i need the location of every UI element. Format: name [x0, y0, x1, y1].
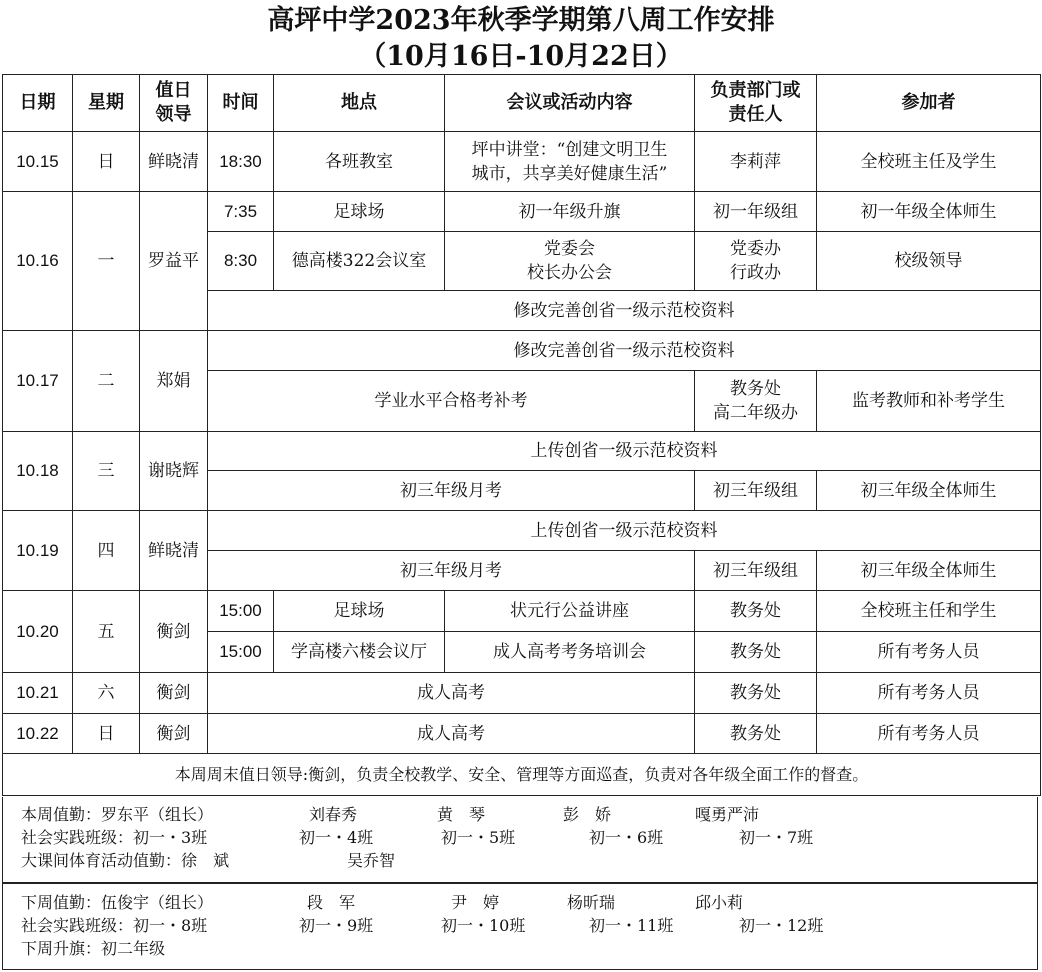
content-cell: [445, 232, 695, 291]
header-date: 日期: [3, 75, 73, 132]
dept-cell: [695, 232, 817, 291]
content-cell: 学业水平合格考补考: [208, 371, 695, 432]
header-weekday: 星期: [73, 75, 140, 132]
this-week-practice-row: [3, 826, 1037, 849]
dept-cell: 初一年级组: [695, 192, 817, 232]
date-cell: 10.21: [3, 673, 73, 714]
next-week-flag-label: 下周升旗：初二年级: [21, 939, 166, 958]
time-cell: 15:00: [208, 591, 274, 632]
content-cell: [445, 132, 695, 192]
participants-cell: 初三年级全体师生: [817, 551, 1041, 591]
weekend-note-row: [3, 754, 1041, 796]
content-cell: 状元行公益讲座: [445, 591, 695, 632]
table-header-row: [3, 75, 1041, 132]
header-dept-line2: 责任人: [728, 104, 783, 125]
leader-cell: 郑娟: [140, 331, 208, 432]
leader-cell: 罗益平: [140, 192, 208, 331]
weekend-note: 本周周末值日领导:衡剑，负责全校教学、安全、管理等方面巡查，负责对各年级全面工作的督查。: [3, 754, 1041, 796]
date-cell: 10.15: [3, 132, 73, 192]
next-week-practice-class: 初一・11班: [589, 916, 674, 935]
content-line2: 校长办公会: [527, 263, 612, 283]
this-week-practice-class: 初一・7班: [739, 828, 814, 847]
content-line2: 城市，共享美好健康生活”: [471, 163, 668, 184]
next-week-practice-class: 初一・12班: [739, 916, 824, 935]
table-row: [3, 511, 1041, 551]
dept-cell: [695, 371, 817, 432]
date-cell: 10.16: [3, 192, 73, 331]
dept-cell: 教务处: [695, 714, 817, 754]
leader-cell: 衡剑: [140, 591, 208, 673]
dept-cell: 初三年级组: [695, 471, 817, 511]
next-week-flag-row: [3, 937, 1037, 960]
this-week-section: [2, 797, 1038, 883]
header-time: 时间: [208, 75, 274, 132]
leader-cell: 衡剑: [140, 673, 208, 714]
this-week-duty-label: 本周值勤：罗东平（组长）: [21, 805, 214, 824]
this-week-duty-member: 刘春秀: [309, 805, 358, 824]
page-title: 高坪中学2023年秋季学期第八周工作安排: [267, 5, 775, 36]
participants-cell: 所有考务人员: [817, 673, 1041, 714]
this-week-practice-label: 社会实践班级：初一・3班: [21, 828, 208, 847]
next-week-duty-member: 杨昕瑞: [567, 893, 616, 912]
dept-cell: 教务处: [695, 632, 817, 673]
participants-cell: 全校班主任及学生: [817, 132, 1041, 192]
next-week-practice-label: 社会实践班级：初一・8班: [21, 916, 208, 935]
time-cell: 15:00: [208, 632, 274, 673]
place-cell: 足球场: [274, 591, 445, 632]
table-row: [3, 192, 1041, 232]
note-cell: 上传创省一级示范校资料: [208, 511, 1041, 551]
next-week-duty-member: 段 军: [307, 893, 356, 912]
dept-cell: 初三年级组: [695, 551, 817, 591]
participants-cell: 所有考务人员: [817, 632, 1041, 673]
header-content: 会议或活动内容: [445, 75, 695, 132]
dept-line1: 教务处: [730, 379, 781, 399]
leader-cell: 衡剑: [140, 714, 208, 754]
header-place: 地点: [274, 75, 445, 132]
content-line1: 党委会: [544, 239, 595, 259]
note-cell: 上传创省一级示范校资料: [208, 432, 1041, 471]
content-cell: 成人高考考务培训会: [445, 632, 695, 673]
leader-cell: 鲜晓清: [140, 132, 208, 192]
time-cell: 18:30: [208, 132, 274, 192]
table-row: [3, 432, 1041, 471]
participants-cell: 监考教师和补考学生: [817, 371, 1041, 432]
date-cell: 10.20: [3, 591, 73, 673]
this-week-practice-class: 初一・4班: [299, 828, 374, 847]
place-cell: 德高楼322会议室: [274, 232, 445, 291]
next-week-practice-class: 初一・10班: [441, 916, 526, 935]
weekday-cell: 二: [73, 331, 140, 432]
next-week-duty-member: 邱小莉: [695, 893, 744, 912]
header-leader-line1: 值日: [155, 80, 192, 101]
weekday-cell: 四: [73, 511, 140, 591]
next-week-section: [2, 883, 1038, 970]
header-participants: 参加者: [817, 75, 1041, 132]
dept-line1: 党委办: [730, 239, 781, 259]
weekday-cell: 六: [73, 673, 140, 714]
note-cell: 修改完善创省一级示范校资料: [208, 331, 1041, 371]
content-cell: 初一年级升旗: [445, 192, 695, 232]
note-cell: 修改完善创省一级示范校资料: [208, 291, 1041, 331]
place-cell: 足球场: [274, 192, 445, 232]
date-cell: 10.19: [3, 511, 73, 591]
time-cell: 7:35: [208, 192, 274, 232]
date-cell: 10.17: [3, 331, 73, 432]
dept-cell: 教务处: [695, 673, 817, 714]
date-cell: 10.22: [3, 714, 73, 754]
leader-cell: 鲜晓清: [140, 511, 208, 591]
content-line1: 坪中讲堂：“创建文明卫生: [471, 139, 668, 160]
this-week-duty-row: [3, 803, 1037, 826]
this-week-pe-label: 大课间体育活动值勤：徐 斌: [21, 851, 230, 870]
dept-cell: 李莉萍: [695, 132, 817, 192]
weekday-cell: 日: [73, 132, 140, 192]
time-cell: 8:30: [208, 232, 274, 291]
this-week-duty-member: 彭 娇: [563, 805, 612, 824]
table-row: [3, 591, 1041, 632]
participants-cell: 初三年级全体师生: [817, 471, 1041, 511]
next-week-practice-class: 初一・9班: [299, 916, 374, 935]
next-week-duty-label: 下周值勤：伍俊宇（组长）: [21, 893, 214, 912]
weekday-cell: 五: [73, 591, 140, 673]
this-week-pe-row: [3, 849, 1037, 872]
this-week-pe-member: 吴乔智: [347, 851, 396, 870]
schedule-table: [2, 74, 1041, 796]
table-row: [3, 132, 1041, 192]
next-week-duty-member: 尹 婷: [451, 893, 500, 912]
content-cell: 初三年级月考: [208, 471, 695, 511]
table-row: [3, 331, 1041, 371]
this-week-duty-member: 嘎勇严沛: [695, 805, 760, 824]
table-row: [3, 673, 1041, 714]
page-subtitle-date-range: （10月16日-10月22日）: [359, 41, 683, 72]
content-cell: 成人高考: [208, 714, 695, 754]
header-dept-line1: 负责部门或: [710, 80, 801, 101]
place-cell: 各班教室: [274, 132, 445, 192]
weekday-cell: 三: [73, 432, 140, 511]
table-row: [3, 714, 1041, 754]
next-week-duty-row: [3, 891, 1037, 914]
content-cell: 成人高考: [208, 673, 695, 714]
content-cell: 初三年级月考: [208, 551, 695, 591]
leader-cell: 谢晓辉: [140, 432, 208, 511]
participants-cell: 所有考务人员: [817, 714, 1041, 754]
this-week-duty-member: 黄 琴: [437, 805, 486, 824]
participants-cell: 校级领导: [817, 232, 1041, 291]
participants-cell: 初一年级全体师生: [817, 192, 1041, 232]
place-cell: 学高楼六楼会议厅: [274, 632, 445, 673]
dept-line2: 行政办: [730, 263, 781, 283]
this-week-practice-class: 初一・6班: [589, 828, 664, 847]
participants-cell: 全校班主任和学生: [817, 591, 1041, 632]
header-leader: [140, 75, 208, 132]
header-dept: [695, 75, 817, 132]
date-cell: 10.18: [3, 432, 73, 511]
dept-cell: 教务处: [695, 591, 817, 632]
this-week-practice-class: 初一・5班: [441, 828, 516, 847]
dept-line2: 高二年级办: [713, 403, 798, 423]
header-leader-line2: 领导: [155, 104, 192, 125]
weekday-cell: 日: [73, 714, 140, 754]
weekday-cell: 一: [73, 192, 140, 331]
next-week-practice-row: [3, 914, 1037, 937]
